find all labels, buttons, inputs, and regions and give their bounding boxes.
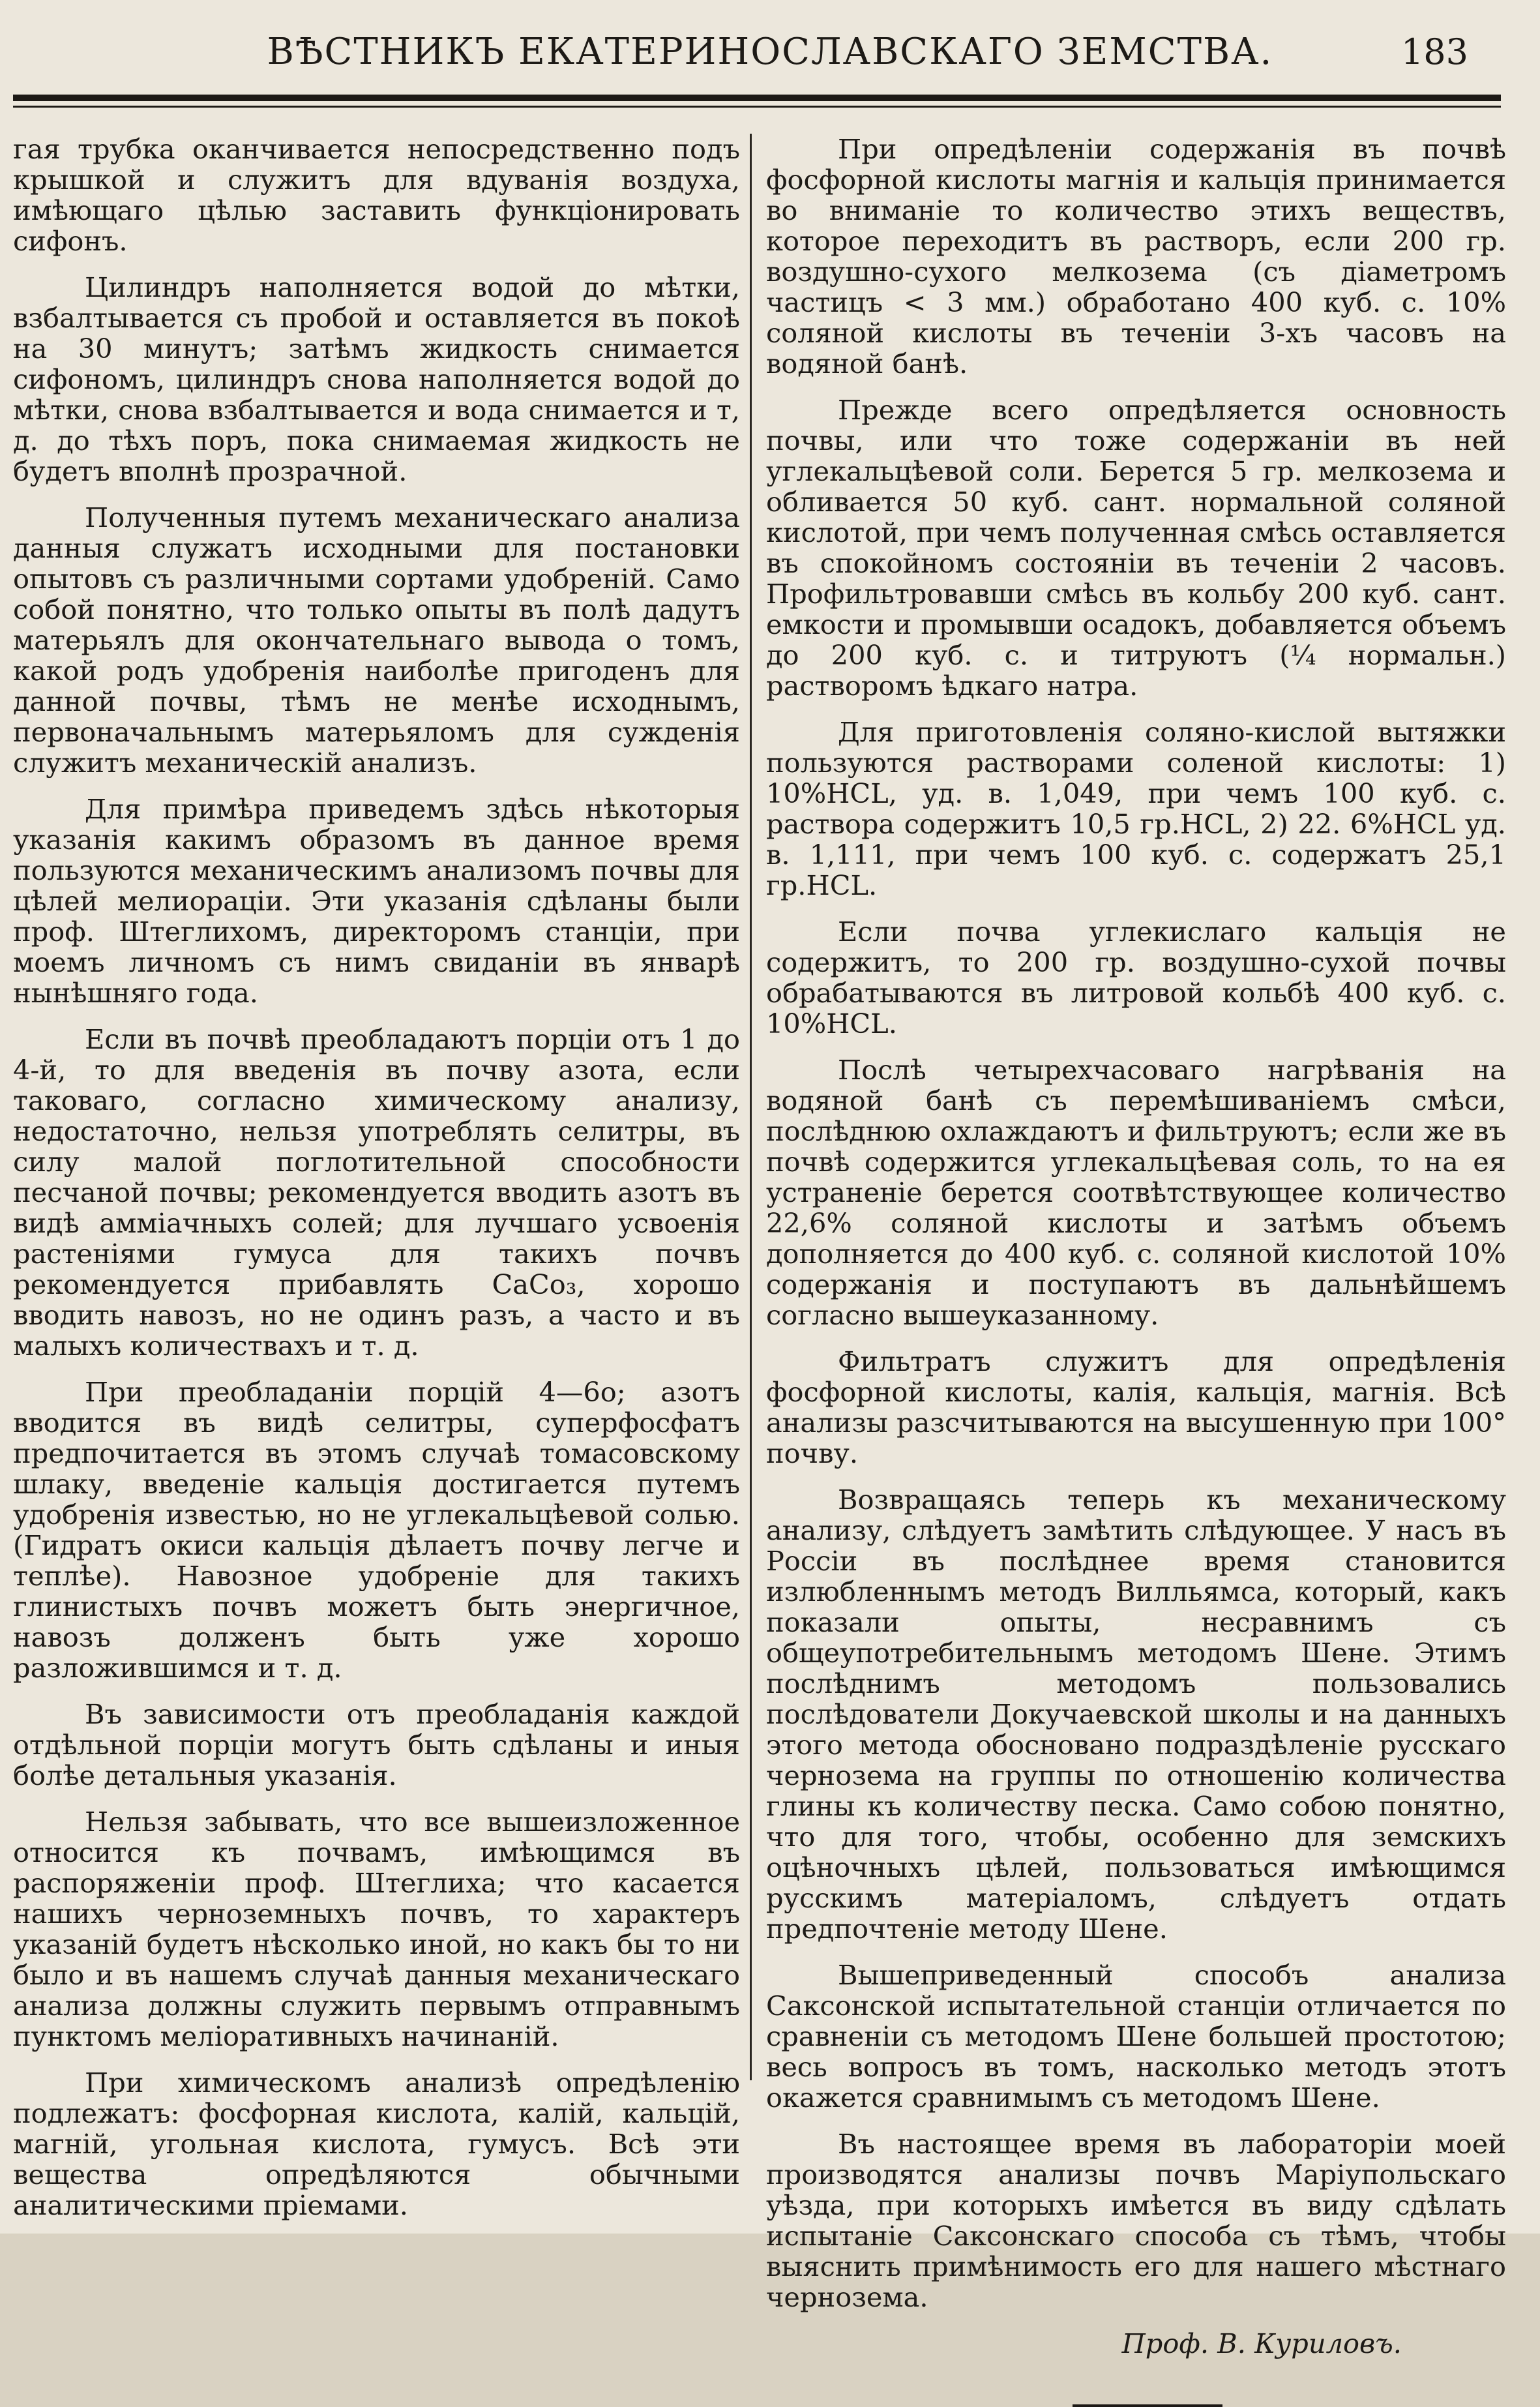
paragraph: Если почва углекислаго кальція не содержитъ, то 200 гр. воздушно-сухой почвы обрабатываются въ литровой кольбѣ 400 куб. с. 10%HCL. [766,916,1506,1039]
paragraph: Вышеприведенный способъ анализа Саксонской испытательной станціи отличается по сравненіи съ методомъ Шене большей простотою; весь вопросъ въ томъ, насколько методъ этотъ окажется сравнимымъ съ методомъ Шене. [766,1959,1506,2114]
paragraph: При опредѣленіи содержанія въ почвѣ фосфорной кислоты магнія и кальція принимается во вниманіе то количество этихъ веществъ, которое переходитъ въ растворъ, если 200 гр. воздушно-сухого мелкозема (съ діаметромъ частицъ < 3 мм.) обработано 400 куб. с. 10% соляной кислоты въ теченіи 3-хъ часовъ на водяной банѣ. [766,133,1506,380]
paragraph: При химическомъ анализѣ опредѣленію подлежатъ: фосфорная кислота, калій, кальцій, магній, угольная кислота, гумусъ. Всѣ эти вещества опредѣляются обычными аналитическими пріемами. [13,2067,740,2221]
left-column [13,134,740,2236]
paragraph: Для приготовленія соляно-кислой вытяжки пользуются растворами соленой кислоты: 1) 10%HCL, уд. в. 1,049, при чемъ 100 куб. с. раствора содержитъ 10,5 гр.HCL, 2) 22. 6%HCL уд. в. 1,111, при чемъ 100 куб. с. содержатъ 25,1 гр.HCL. [766,716,1506,901]
paragraph: гая трубка оканчивается непосредственно подъ крышкой и служитъ для вдуванія воздуха, имѣющаго цѣлью заставить функціонировать сифонъ. [13,133,740,257]
header-rule-thin [13,106,1501,108]
paragraph: Фильтратъ служитъ для опредѣленія фосфорной кислоты, калія, кальція, магнія. Всѣ анализы разсчитываются на высушенную при 100° почву. [766,1345,1506,1469]
page-number: 183 [1400,31,1468,72]
paragraph: Возвращаясь теперь къ механическому анализу, слѣдуетъ замѣтить слѣдующее. У насъ въ Россіи въ послѣднее время становится излюбленнымъ методъ Вилльямса, который, какъ показали опыты, несравнимъ съ общеупотребительнымъ методомъ Шене. Этимъ послѣднимъ методомъ пользовались послѣдователи Докучаевской школы и на данныхъ этого метода обосновано подраздѣленіе русскаго чернозема на группы по отношенію количества глины къ количеству песка. Само собою понятно, что для того, чтобы, особенно для земскихъ оцѣночныхъ цѣлей, пользоваться имѣющимся русскимъ матеріаломъ, слѣдуетъ отдать предпочтеніе методу Шене. [766,1484,1506,1945]
author-signature: Проф. В. Куриловъ. [1121,2327,1402,2359]
paragraph: Для примѣра приведемъ здѣсь нѣкоторыя указанія какимъ образомъ въ данное время пользуются механическимъ анализомъ почвы для цѣлей мелиораціи. Эти указанія сдѣланы были проф. Штеглихомъ, директоромъ станціи, при моемъ личномъ съ нимъ свиданіи въ январѣ нынѣшняго года. [13,793,740,1009]
column-divider [750,134,752,2080]
paragraph: Если въ почвѣ преобладаютъ порціи отъ 1 до 4-й, то для введенія въ почву азота, если таковаго, согласно химическому анализу, недостаточно, нельзя употреблять селитры, въ силу малой поглотительной способности песчаной почвы; рекомендуется вводить азотъ въ видѣ аммiачныхъ солей; для лучшаго усвоенія растеніями гумуса для такихъ почвъ рекомендуется прибавлять CaCo₃, хорошо вводить навозъ, но не одинъ разъ, а часто и въ малыхъ количествахъ и т. д. [13,1023,740,1362]
paragraph: Въ настоящее время въ лабораторіи моей производятся анализы почвъ Маріупольскаго уѣзда, при которыхъ имѣется въ виду сдѣлать испытаніе Саксонскаго способа съ тѣмъ, чтобы выяснить примѣнимость его для нашего мѣстнаго чернозема. [766,2128,1506,2313]
journal-title: ВѢСТНИКЪ ЕКАТЕРИНОСЛАВСКАГО ЗЕМСТВА. [267,31,1273,73]
right-column [766,134,1506,2407]
paragraph: Цилиндръ наполняется водой до мѣтки, взбалтывается съ пробой и оставляется въ покоѣ на 30 минутъ; затѣмъ жидкость снимается сифономъ, цилиндръ снова наполняется водой до мѣтки, снова взбалтывается и вода снимается и т, д. до тѣхъ поръ, пока снимаемая жидкость не будетъ вполнѣ прозрачной. [13,271,740,487]
closing-rule [1073,2404,1222,2407]
paragraph: Полученныя путемъ механическаго анализа данныя служатъ исходными для постановки опытовъ съ различными сортами удобреній. Само собой понятно, что только опыты въ полѣ дадутъ матерьялъ для окончательнаго вывода о томъ, какой родъ удобренія наиболѣе пригоденъ для данной почвы, тѣмъ не менѣе исходнымъ, первоначальнымъ матерьяломъ для сужденія служитъ механическій анализъ. [13,501,740,779]
paragraph: Нельзя забывать, что все вышеизложенное относится къ почвамъ, имѣющимся въ распоряженіи проф. Штеглиха; что касается нашихъ черноземныхъ почвъ, то характеръ указаній будетъ нѣсколько иной, но какъ бы то ни было и въ нашемъ случаѣ данныя механическаго анализа должны служить первымъ отправнымъ пунктомъ меліоративныхъ начинаній. [13,1806,740,2052]
header-rule-thick [13,95,1501,101]
paragraph: Прежде всего опредѣляется основность почвы, или что тоже содержаніи въ ней углекальцѣевой соли. Берется 5 гр. мелкозема и обливается 50 куб. сант. нормальной соляной кислотой, при чемъ полученная смѣсь оставляется въ спокойномъ состояніи въ теченіи 2 часовъ. Профильтровавши смѣсь въ кольбу 200 куб. сант. емкости и промывши осадокъ, добавляется объемъ до 200 куб. с. и титруютъ (¼ нормальн.) растворомъ ѣдкаго натра. [766,394,1506,702]
paragraph: Послѣ четырехчасоваго нагрѣванія на водяной банѣ съ перемѣшиваніемъ смѣси, послѣднюю охлаждаютъ и фильтруютъ; если же въ почвѣ содержится углекальцѣевая соль, то на ея устраненіе берется соотвѣтствующее количество 22,6% соляной кислоты и затѣмъ объемъ дополняется до 400 куб. с. соляной кислотой 10% содержанія и поступаютъ въ дальнѣйшемъ согласно вышеуказанному. [766,1054,1506,1331]
paragraph: Въ зависимости отъ преобладанія каждой отдѣльной порціи могутъ быть сдѣланы и иныя болѣе детальныя указанія. [13,1698,740,1791]
page-header [0,26,1540,85]
paragraph: При преобладаніи порцій 4—6о; азотъ вводится въ видѣ селитры, суперфосфатъ предпочитается въ этомъ случаѣ томасовскому шлаку, введеніе кальція достигается путемъ удобренія известью, но не углекальцѣевой солью. (Гидратъ окиси кальція дѣлаетъ почву легче и теплѣе). Навозное удобреніе для такихъ глинистыхъ почвъ можетъ быть энергичное, навозъ долженъ быть уже хорошо разложившимся и т. д. [13,1376,740,1684]
